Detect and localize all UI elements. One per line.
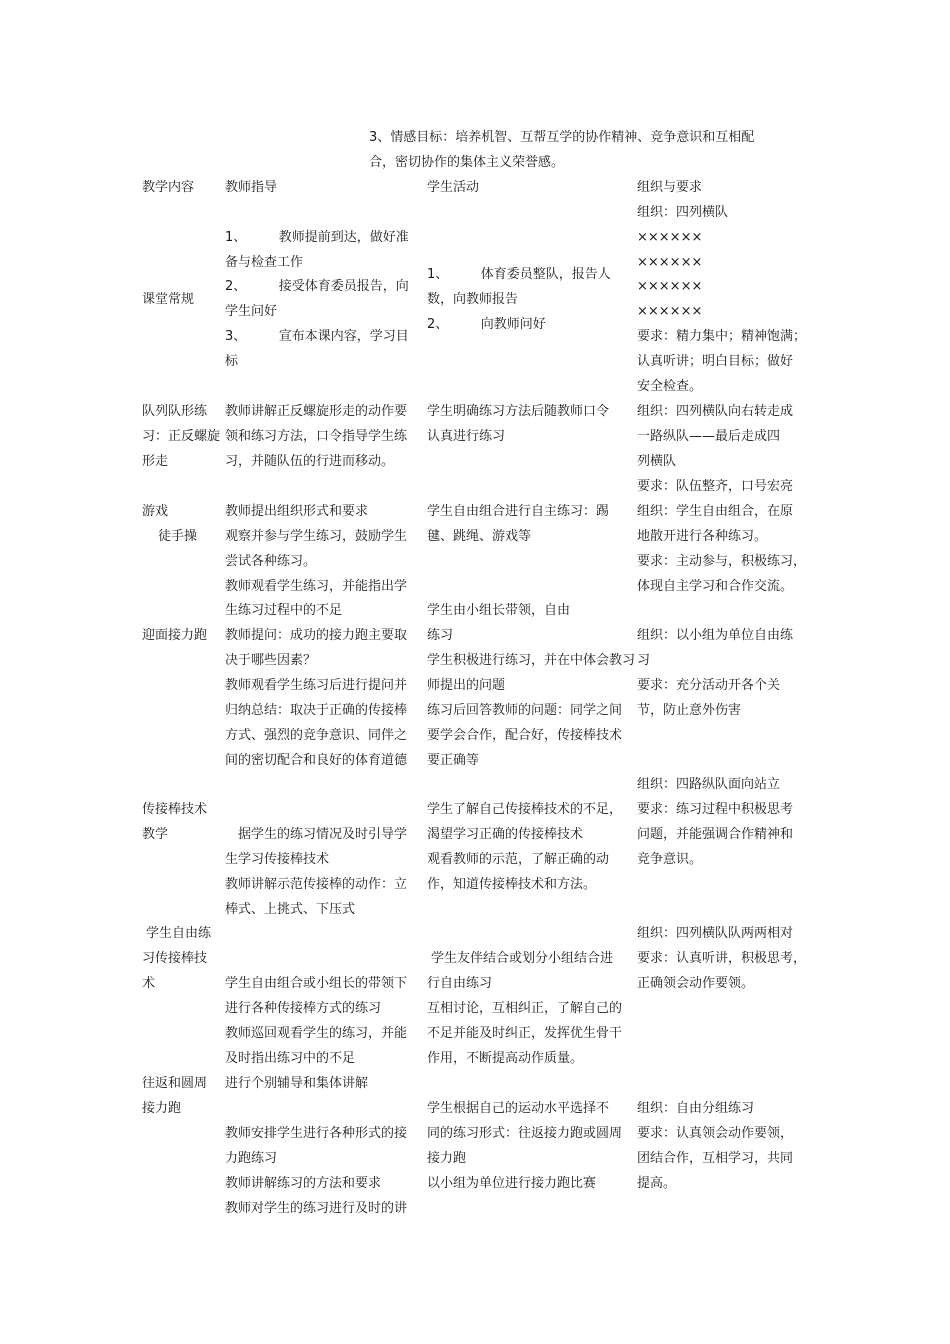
baton-org-line: 问题，并能强调合作精神和 xyxy=(637,827,794,842)
formation-teacher-line: 教师讲解正反螺旋形走的动作要 xyxy=(225,404,408,419)
free-org-line: 要求：认真听讲，积极思考， xyxy=(637,951,807,966)
formation-teacher-line: 习，并随队伍的行进而移动。 xyxy=(225,454,395,469)
games-org-line: 要求：主动参与，积极练习， xyxy=(637,554,807,569)
routine-teacher-line: 备与检查工作 xyxy=(225,255,304,270)
relay-teacher-line: 方式、强烈的竞争意识、同伴之 xyxy=(225,728,408,743)
games-student-line: 学生自由组合进行自主练习：踢 xyxy=(427,504,610,519)
circuit-teacher-line: 教师对学生的练习进行及时的讲 xyxy=(225,1201,408,1216)
circuit-content-line: 往返和圆周 xyxy=(142,1076,208,1091)
baton-content-line: 教学 xyxy=(142,827,169,842)
baton-org-line: 竞争意识。 xyxy=(637,852,703,867)
formation-org-line: 组织：四列横队向右转走成 xyxy=(637,404,794,419)
relay-student-line: 练习后回答教师的问题：同学之间 xyxy=(427,703,623,718)
circuit-org-line: 团结合作，互相学习，共同 xyxy=(637,1151,794,1166)
circuit-content-line: 接力跑 xyxy=(142,1101,182,1116)
routine-org-line: ×××××× xyxy=(637,230,703,245)
free-student-line: 不足并能及时纠正，发挥优生骨干 xyxy=(427,1026,623,1041)
relay-teacher-line: 决于哪些因素？ xyxy=(225,653,317,668)
relay-teacher-line: 教师观看学生练习后进行提问并 xyxy=(225,678,408,693)
relay-student-line: 师提出的问题 xyxy=(427,678,506,693)
baton-student-line: 观看教师的示范，了解正确的动 xyxy=(427,852,610,867)
header-student: 学生活动 xyxy=(427,180,480,195)
relay-org-line: 组织：以小组为单位自由练 xyxy=(637,628,794,643)
circuit-org-line: 组织：自由分组练习 xyxy=(637,1101,755,1116)
baton-org-line: 要求：练习过程中积极思考 xyxy=(637,802,794,817)
games-teacher-line: 观察并参与学生练习，鼓励学生 xyxy=(225,529,408,544)
formation-org-line: 一路纵队——最后走成四 xyxy=(637,429,781,444)
free-content-line: 习传接棒技 xyxy=(142,951,208,966)
circuit-teacher-line: 力跑练习 xyxy=(225,1151,278,1166)
routine-org-line: 认真听讲；明白目标；做好 xyxy=(637,354,794,369)
routine-org-line: 安全检查。 xyxy=(637,379,703,394)
relay-student-line: 学生积极进行练习，并在中体会教习 xyxy=(427,653,636,668)
games-org-line: 体现自主学习和合作交流。 xyxy=(637,579,794,594)
games-content-line: 游戏 xyxy=(142,504,169,519)
routine-teacher-line: 标 xyxy=(225,354,239,369)
routine-org-line: ×××××× xyxy=(637,304,703,319)
intro-line-1: 3、情感目标：培养机智、互帮互学的协作精神、竞争意识和互相配 xyxy=(369,130,755,145)
free-org-line: 正确领会动作要领。 xyxy=(637,976,755,991)
routine-teacher-line: 2、 接受体育委员报告，向 xyxy=(225,279,409,294)
relay-org-line: 习 xyxy=(637,653,651,668)
circuit-teacher-line: 教师讲解练习的方法和要求 xyxy=(225,1176,382,1191)
relay-student-line: 学生由小组长带领，自由 xyxy=(427,603,571,618)
circuit-org-line: 要求：认真领会动作要领， xyxy=(637,1126,794,1141)
circuit-teacher-line: 教师安排学生进行各种形式的接 xyxy=(225,1126,408,1141)
formation-org-line: 要求：队伍整齐，口号宏亮 xyxy=(637,479,794,494)
routine-org-line: 组织：四列横队 xyxy=(637,205,729,220)
games-teacher-line: 教师提出组织形式和要求 xyxy=(225,504,369,519)
circuit-student-line: 接力跑 xyxy=(427,1151,467,1166)
routine-content: 课堂常规 xyxy=(142,292,195,307)
routine-org-line: ×××××× xyxy=(637,255,703,270)
baton-teacher-line: 教师讲解示范传接棒的动作：立 xyxy=(225,877,408,892)
routine-org-line: 要求：精力集中；精神饱满； xyxy=(637,329,807,344)
formation-content-line: 形走 xyxy=(142,454,169,469)
relay-student-line: 要正确等 xyxy=(427,753,480,768)
routine-teacher-line: 3、 宣布本课内容，学习目 xyxy=(225,329,409,344)
relay-org-line: 要求：充分活动开各个关 xyxy=(637,678,781,693)
circuit-org-line: 提高。 xyxy=(637,1176,677,1191)
relay-org-line: 节，防止意外伤害 xyxy=(637,703,742,718)
free-content-line: 术 xyxy=(142,976,156,991)
free-org-line: 组织：四列横队队两两相对 xyxy=(637,926,794,941)
free-student-line: 学生友伴结合或划分小组结合进 xyxy=(431,951,614,966)
routine-teacher-line: 学生问好 xyxy=(225,304,278,319)
baton-student-line: 作，知道传接棒技术和方法。 xyxy=(427,877,597,892)
routine-student-line: 2、 向教师问好 xyxy=(427,317,546,332)
free-teacher-line: 学生自由组合或小组长的带领下 xyxy=(225,976,408,991)
header-org: 组织与要求 xyxy=(637,180,703,195)
baton-teacher-line: 生学习传接棒技术 xyxy=(225,852,330,867)
free-teacher-line: 及时指出练习中的不足 xyxy=(225,1051,356,1066)
baton-org-line: 组织：四路纵队面向站立 xyxy=(637,777,781,792)
intro-line-2: 合，密切协作的集体主义荣誉感。 xyxy=(369,155,565,170)
formation-student-line: 认真进行练习 xyxy=(427,429,506,444)
circuit-student-line: 同的练习形式：往返接力跑或圆周 xyxy=(427,1126,623,1141)
baton-student-line: 学生了解自己传接棒技术的不足， xyxy=(427,802,623,817)
baton-teacher-line: 据学生的练习情况及时引导学 xyxy=(225,827,408,842)
relay-student-line: 要学会合作，配合好，传接棒技术 xyxy=(427,728,623,743)
free-student-line: 作用，不断提高动作质量。 xyxy=(427,1051,584,1066)
free-student-line: 互相讨论，互相纠正，了解自己的 xyxy=(427,1001,623,1016)
formation-teacher-line: 领和练习方法，口令指导学生练 xyxy=(225,429,408,444)
relay-student-line: 练习 xyxy=(427,628,454,643)
games-content-line: 徒手操 xyxy=(158,529,198,544)
free-student-line: 行自由练习 xyxy=(427,976,493,991)
relay-teacher-line: 教师提问：成功的接力跑主要取 xyxy=(225,628,408,643)
games-teacher-line: 教师观看学生练习，并能指出学 xyxy=(225,579,408,594)
free-content-line: 学生自由练 xyxy=(146,926,212,941)
games-org-line: 地散开进行各种练习。 xyxy=(637,529,768,544)
circuit-student-line: 以小组为单位进行接力跑比赛 xyxy=(427,1176,597,1191)
formation-content-line: 队列队形练 xyxy=(142,404,208,419)
formation-student-line: 学生明确练习方法后随教师口令 xyxy=(427,404,610,419)
free-teacher-line: 教师巡回观看学生的练习，并能 xyxy=(225,1026,408,1041)
relay-content: 迎面接力跑 xyxy=(142,628,208,643)
free-teacher-line: 进行个别辅导和集体讲解 xyxy=(225,1076,369,1091)
games-teacher-line: 尝试各种练习。 xyxy=(225,554,317,569)
baton-teacher-line: 棒式、上挑式、下压式 xyxy=(225,902,356,917)
baton-student-line: 渴望学习正确的传接棒技术 xyxy=(427,827,584,842)
circuit-student-line: 学生根据自己的运动水平选择不 xyxy=(427,1101,610,1116)
games-org-line: 组织：学生自由组合，在原 xyxy=(637,504,794,519)
formation-org-line: 列横队 xyxy=(637,454,677,469)
header-teacher: 教师指导 xyxy=(225,180,278,195)
routine-student-line: 1、 体育委员整队，报告人 xyxy=(427,267,611,282)
routine-teacher-line: 1、 教师提前到达，做好准 xyxy=(225,230,409,245)
free-teacher-line: 进行各种传接棒方式的练习 xyxy=(225,1001,382,1016)
header-content: 教学内容 xyxy=(142,180,195,195)
baton-content-line: 传接棒技术 xyxy=(142,802,208,817)
relay-teacher-line: 归纳总结：取决于正确的传接棒 xyxy=(225,703,408,718)
relay-teacher-line: 间的密切配合和良好的体育道德 xyxy=(225,753,408,768)
games-student-line: 毽、跳绳、游戏等 xyxy=(427,529,532,544)
formation-content-line: 习：正反螺旋 xyxy=(142,429,221,444)
games-teacher-line: 生练习过程中的不足 xyxy=(225,603,343,618)
routine-student-line: 数，向教师报告 xyxy=(427,292,519,307)
routine-org-line: ×××××× xyxy=(637,279,703,294)
